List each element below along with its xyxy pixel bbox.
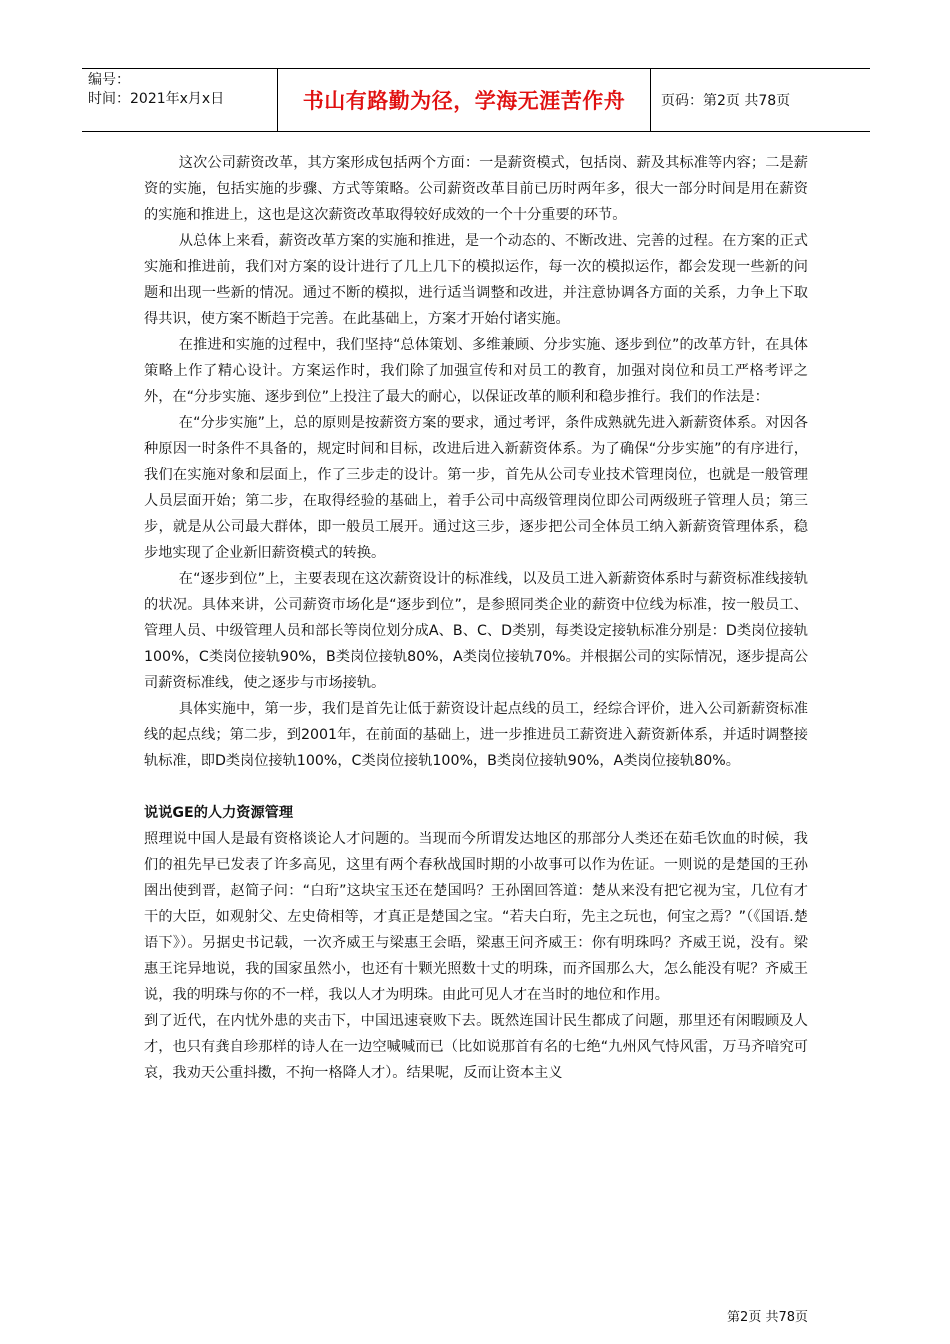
doc-time-label: 时间：2021年x月x日 [88, 91, 225, 107]
body-paragraph: 在推进和实施的过程中，我们坚持“总体策划、多维兼顾、分步实施、逐步到位”的改革方针，在具体策略上作了精心设计。方案运作时，我们除了加强宣传和对员工的教育，加强对岗位和员工严格考评之外，在“分步实施、逐步到位”上投注了最大的耐心，以保证改革的顺利和稳步推行。我们的作法是： [144, 337, 808, 405]
section-heading: 说说GE的人力资源管理 [144, 805, 294, 821]
section-paragraph: 照理说中国人是最有资格谈论人才问题的。当现而今所谓发达地区的那部分人类还在茹毛饮血的时候，我们的祖先早已发表了许多高见，这里有两个春秋战国时期的小故事可以作为佐证。一则说的是楚国的王孙圉出使到晋，赵简子问：“白珩”这块宝玉还在楚国吗？王孙圉回答道：楚从来没有把它视为宝，几位有才干的大臣，如观射父、左史倚相等，才真正是楚国之宝。“若夫白珩，先主之玩也，何宝之焉？”（《国语.楚语下》）。另据史书记载，一次齐威王与梁惠王会晤，梁惠王问齐威王：你有明珠吗？齐威王说，没有。梁惠王诧异地说，我的国家虽然小，也还有十颗光照数十丈的明珠，而齐国那么大，怎么能没有呢？齐威王说，我的明珠与你的不一样，我以人才为明珠。由此可见人才在当时的地位和作用。 [144, 831, 808, 1003]
header-motto: 书山有路勤为径，学海无涯苦作舟 [278, 69, 651, 131]
header-meta [82, 69, 278, 131]
body-paragraph: 在“分步实施”上，总的原则是按薪资方案的要求，通过考评，条件成熟就先进入新薪资体系。对因各种原因一时条件不具备的，规定时间和目标，改进后进入新薪资体系。为了确保“分步实施”的有序进行，我们在实施对象和层面上，作了三步走的设计。第一步，首先从公司专业技术管理岗位，也就是一般管理人员层面开始；第二步，在取得经验的基础上，着手公司中高级管理岗位即公司两级班子管理人员；第三步，就是从公司最大群体，即一般员工展开。通过这三步，逐步把公司全体员工纳入新薪资管理体系，稳步地实现了企业新旧薪资模式的转换。 [144, 415, 808, 561]
body-paragraph: 这次公司薪资改革，其方案形成包括两个方面：一是薪资模式，包括岗、薪及其标准等内容；二是薪资的实施，包括实施的步骤、方式等策略。公司薪资改革目前已历时两年多，很大一部分时间是用在薪资的实施和推进上，这也是这次薪资改革取得较好成效的一个十分重要的环节。 [144, 155, 808, 223]
body-paragraph: 具体实施中，第一步，我们是首先让低于薪资设计起点线的员工，经综合评价，进入公司新薪资标准线的起点线；第二步，到2001年，在前面的基础上，进一步推进员工薪资进入薪资新体系，并适时调整接轨标准，即D类岗位接轨100%，C类岗位接轨100%，B类岗位接轨90%，A类岗位接轨80%。 [144, 701, 808, 769]
document-body [144, 150, 808, 1086]
page-footer: 第2页 共78页 [727, 1310, 808, 1325]
section-paragraph: 到了近代，在内忧外患的夹击下，中国迅速衰败下去。既然连国计民生都成了问题，那里还有闲暇顾及人才，也只有龚自珍那样的诗人在一边空喊喊而已（比如说那首有名的七绝“九州风气恃风雷，万马齐喑究可哀，我劝天公重抖擞，不拘一格降人才）。结果呢，反而让资本主义 [144, 1013, 808, 1081]
header-page-code: 页码：第2页 共78页 [661, 93, 791, 109]
body-paragraph: 从总体上来看，薪资改革方案的实施和推进，是一个动态的、不断改进、完善的过程。在方案的正式实施和推进前，我们对方案的设计进行了几上几下的模拟运作，每一次的模拟运作，都会发现一些新的问题和出现一些新的情况。通过不断的模拟，进行适当调整和改进，并注意协调各方面的关系，力争上下取得共识，使方案不断趋于完善。在此基础上，方案才开始付诸实施。 [144, 233, 808, 327]
body-paragraph: 在“逐步到位”上，主要表现在这次薪资设计的标准线，以及员工进入新薪资体系时与薪资标准线接轨的状况。具体来讲，公司薪资市场化是“逐步到位”，是参照同类企业的薪资中位线为标准，按一般员工、管理人员、中级管理人员和部长等岗位划分成A、B、C、D类别，每类设定接轨标准分别是：D类岗位接轨100%，C类岗位接轨90%，B类岗位接轨80%，A类岗位接轨70%。并根据公司的实际情况，逐步提高公司薪资标准线，使之逐步与市场接轨。 [144, 571, 808, 691]
page-header [82, 68, 870, 132]
doc-number-label: 编号： [88, 72, 130, 88]
